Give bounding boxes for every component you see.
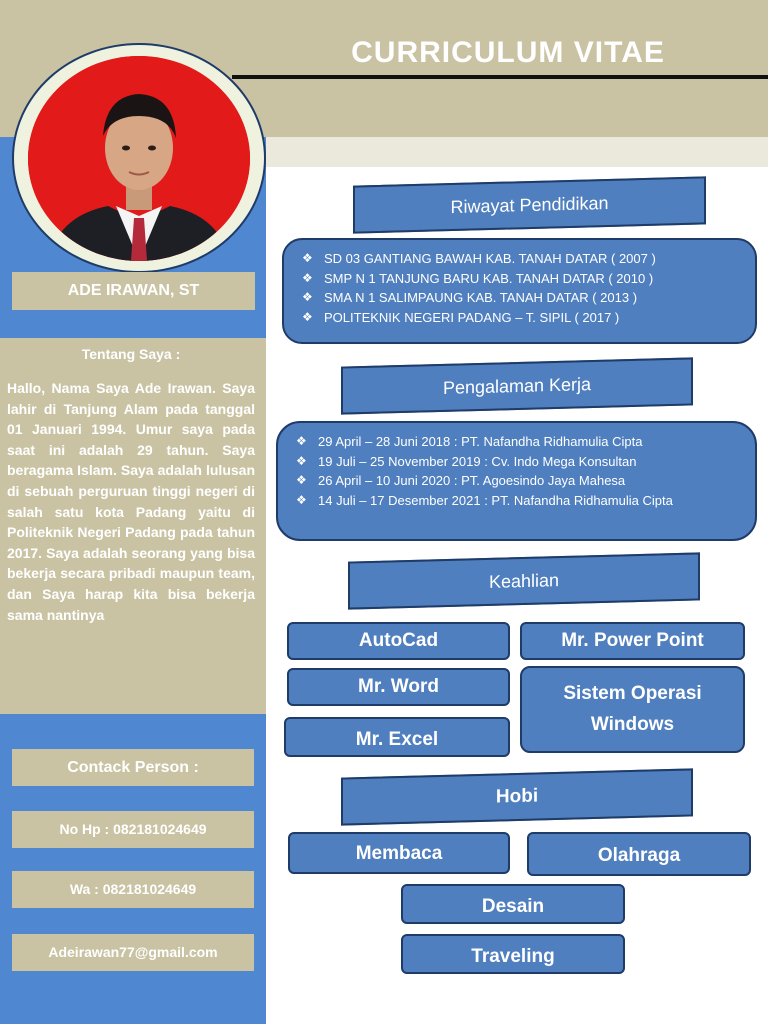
contact-phone: No Hp : 082181024649 — [12, 811, 254, 848]
skill-excel: Mr. Excel — [284, 717, 510, 757]
person-portrait-icon — [28, 56, 250, 261]
hobby-design: Desain — [401, 884, 625, 924]
skill-os-line1: Sistem Operasi — [563, 683, 702, 704]
profile-photo — [28, 56, 250, 261]
header-accent-band — [266, 137, 768, 167]
list-item: ❖ SMP N 1 TANJUNG BARU KAB. TANAH DATAR ( 2010 ) — [302, 269, 755, 289]
list-item: ❖ 14 Juli – 17 Desember 2021 : PT. Nafandha Ridhamulia Cipta — [296, 491, 745, 511]
about-text: Hallo, Nama Saya Ade Irawan. Saya lahir di Tanjung Alam pada tanggal 01 Januari 1994. Umur saya pada saat ini adalah 29 tahun. Saya beragama Islam. Saya adalah lulusan di sebuah perguruan tinggi negeri di salah satu kota Padang yaitu di Politeknik Negeri Padang pada tahun 2017. Saya adalah seorang yang bisa bekerja secara pribadi maupun team, dan Saya harap kita bisa bekerja sama nantinya — [7, 380, 255, 623]
experience-list — [276, 421, 757, 541]
about-heading: Tentang Saya : — [81, 346, 181, 362]
hobby-heading: Hobi — [341, 768, 693, 825]
contact-heading: Contack Person : — [12, 749, 254, 786]
hobby-sports: Olahraga — [527, 832, 751, 876]
list-item: ❖ 29 April – 28 Juni 2018 : PT. Nafandha Ridhamulia Cipta — [296, 432, 745, 452]
list-item: ❖ SMA N 1 SALIMPAUNG KAB. TANAH DATAR ( 2013 ) — [302, 288, 755, 308]
hobby-reading: Membaca — [288, 832, 510, 874]
list-item: ❖ 19 Juli – 25 November 2019 : Cv. Indo Mega Konsultan — [296, 452, 745, 472]
title-underline — [232, 75, 768, 79]
skill-os — [520, 666, 745, 753]
name-label: ADE IRAWAN, ST — [12, 272, 255, 310]
skill-autocad: AutoCad — [287, 622, 510, 660]
skill-powerpoint: Mr. Power Point — [520, 622, 745, 660]
list-item: ❖ SD 03 GANTIANG BAWAH KAB. TANAH DATAR ( 2007 ) — [302, 249, 755, 269]
skills-heading: Keahlian — [348, 552, 700, 609]
contact-email: Adeirawan77@gmail.com — [12, 934, 254, 971]
skill-word: Mr. Word — [287, 668, 510, 706]
skill-os-line2: Windows — [590, 714, 675, 735]
contact-whatsapp: Wa : 082181024649 — [12, 871, 254, 908]
education-list — [282, 238, 757, 344]
education-heading: Riwayat Pendidikan — [353, 176, 706, 233]
page-title: CURRICULUM VITAE — [351, 36, 665, 69]
hobby-traveling: Traveling — [401, 934, 625, 974]
list-item: ❖ 26 April – 10 Juni 2020 : PT. Agoesindo Jaya Mahesa — [296, 471, 745, 491]
experience-heading: Pengalaman Kerja — [341, 357, 693, 414]
list-item: ❖ POLITEKNIK NEGERI PADANG – T. SIPIL ( 2017 ) — [302, 308, 755, 328]
